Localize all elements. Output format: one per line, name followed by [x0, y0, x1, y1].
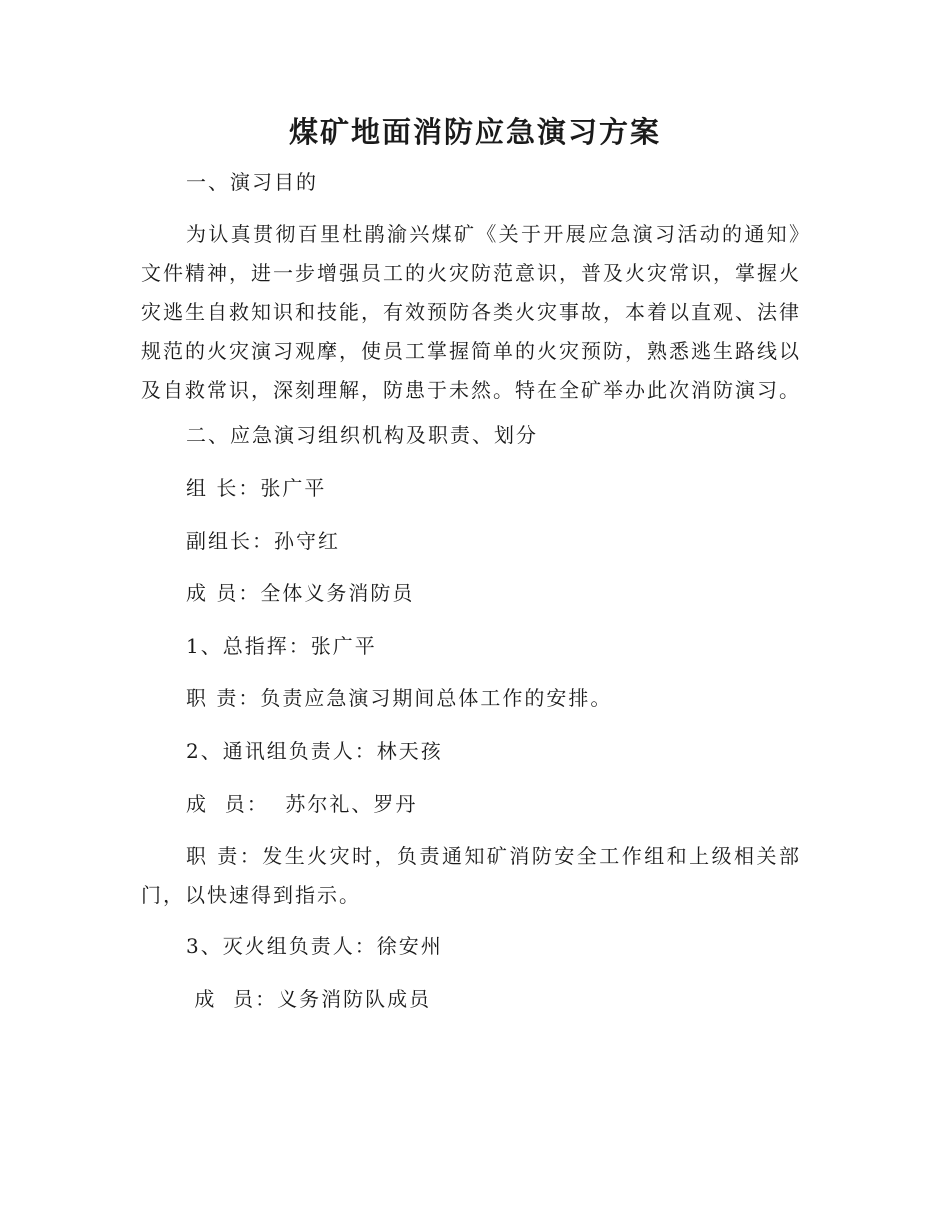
- fire-group-head-line: 3、灭火组负责人：徐安州: [186, 934, 443, 958]
- comm-group-members-line: 成 员： 苏尔礼、罗丹: [186, 792, 418, 816]
- comm-group-head-line: 2、通讯组负责人：林天孩: [186, 739, 443, 763]
- commander-line: 1、总指挥：张广平: [186, 634, 377, 658]
- comm-group-duty-paragraph: 职 责：发生火灾时，负责通知矿消防安全工作组和上级相关部门，以快速得到指示。: [141, 844, 801, 907]
- section1-paragraph: 为认真贯彻百里杜鹃渝兴煤矿《关于开展应急演习活动的通知》文件精神，进一步增强员工的火灾防范意识，普及火灾常识，掌握火灾逃生自救知识和技能，有效预防各类火灾事故，本着以直观、法律规范的火灾演习观摩，使员工掌握简单的火灾预防，熟悉逃生路线以及自救常识，深刻理解，防患于未然。特在全矿举办此次消防演习。: [141, 222, 801, 402]
- section2-heading: 二、应急演习组织机构及职责、划分: [186, 423, 538, 447]
- section1-heading: 一、演习目的: [186, 170, 318, 194]
- leader-line: 组 长：张广平: [186, 476, 327, 500]
- fire-group-members-line: 成 员：义务消防队成员: [186, 987, 432, 1011]
- deputy-leader-line: 副组长：孙守红: [186, 529, 340, 553]
- document-title: 煤矿地面消防应急演习方案: [288, 115, 661, 149]
- commander-duty-line: 职 责：负责应急演习期间总体工作的安排。: [186, 686, 613, 710]
- members-line: 成 员：全体义务消防员: [186, 581, 415, 605]
